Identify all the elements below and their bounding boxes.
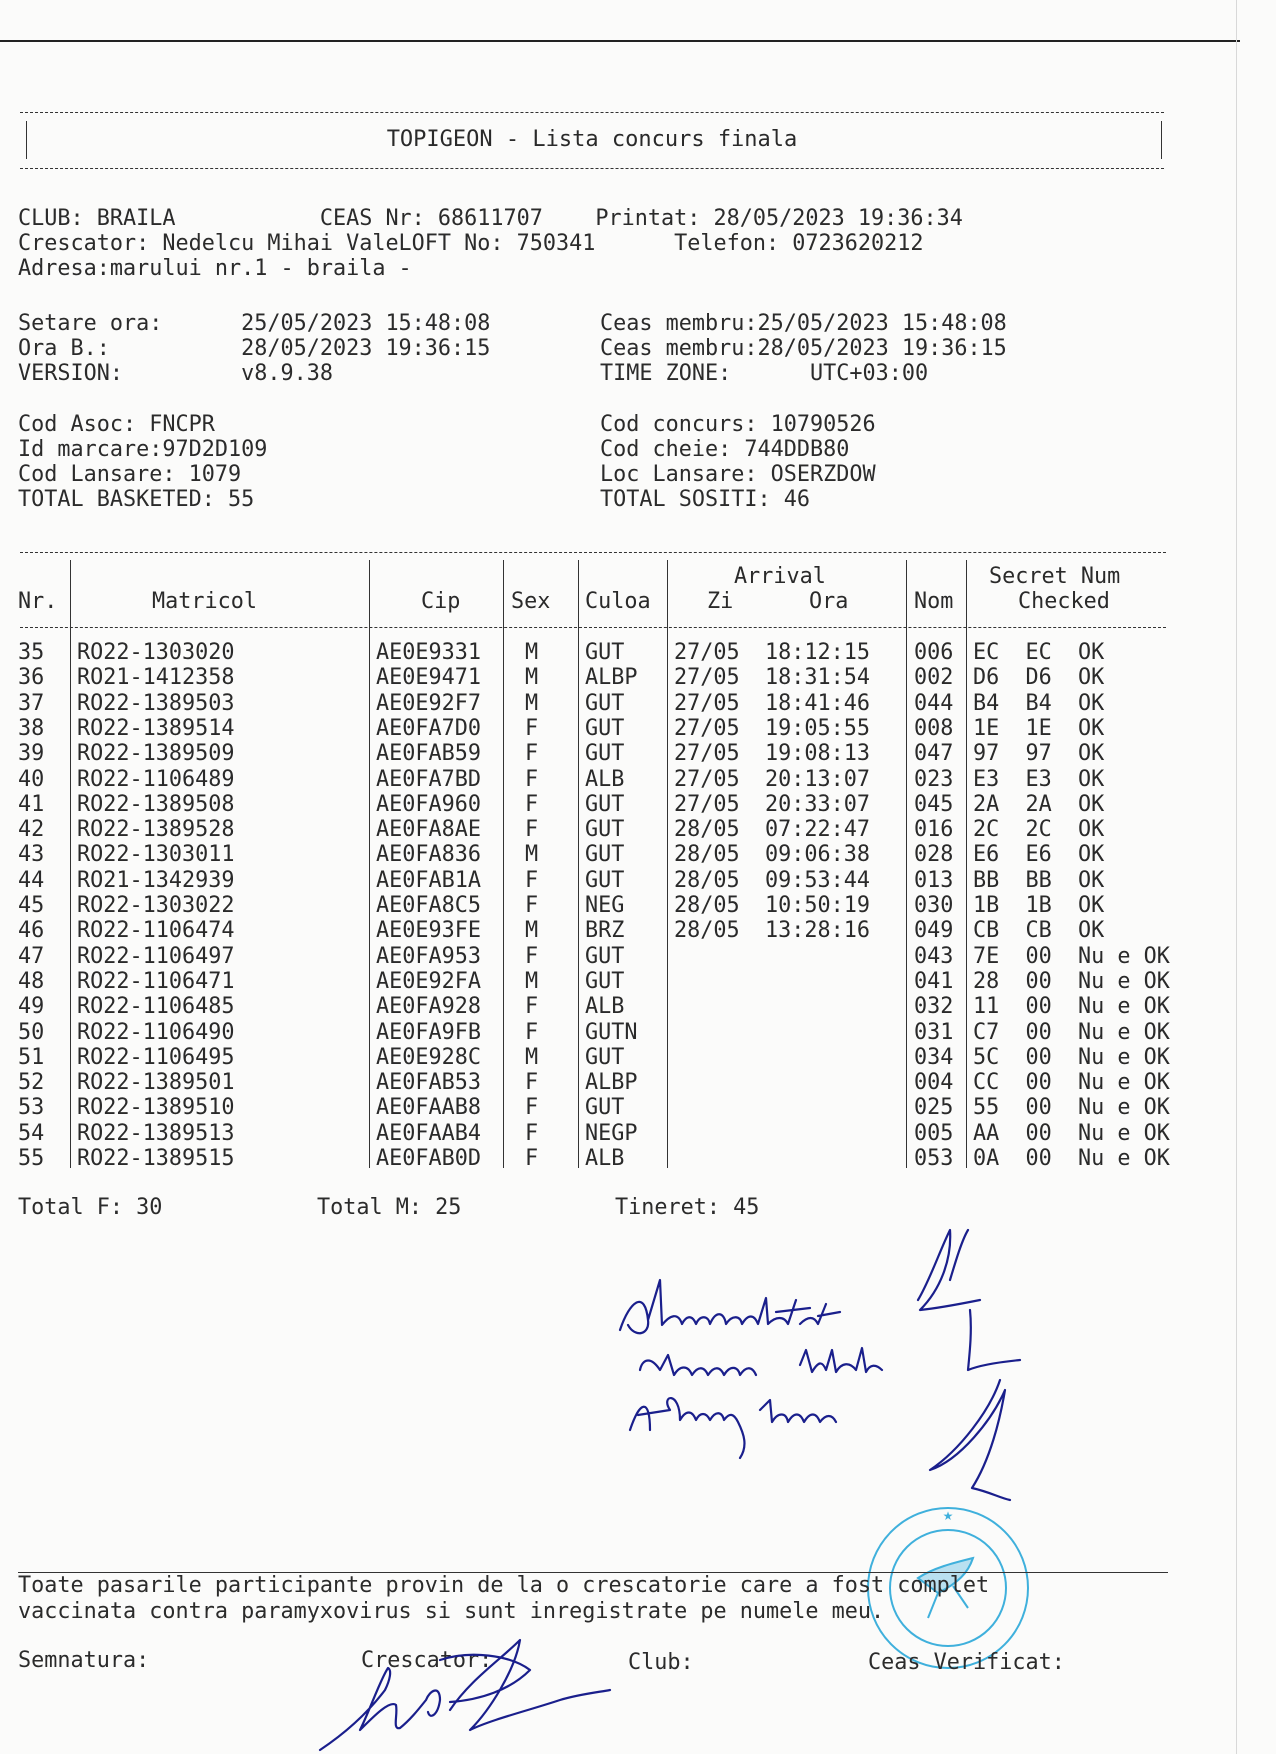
row-zi: 27/05 [674,715,740,741]
row-cip: AE0E9471 [376,665,481,691]
row-matricol: RO22-1389513 [77,1120,235,1146]
version: VERSION: v8.9.38 [18,361,333,386]
row-zi: 27/05 [674,791,740,817]
row-cip: AE0FA7BD [376,766,481,792]
table-row [0,994,1276,1019]
row-nom: 053 [914,1146,954,1171]
row-ora: 18:31:54 [765,665,870,691]
row-secret-checked: CB CB OK [973,918,1105,944]
row-culoa: GUT [585,1044,625,1070]
ora-b: Ora B.: 28/05/2023 19:36:15 [18,336,491,361]
row-nom: 045 [914,791,954,817]
row-sex: F [525,1120,539,1146]
row-sex: F [525,1146,539,1171]
row-cip: AE0FA9FB [376,1019,481,1045]
row-secret-checked: 11 00 Nu e OK [973,994,1170,1020]
th-matricol: Matricol [152,589,257,614]
table-row [0,741,1276,766]
row-secret-checked: B4 B4 OK [973,690,1105,716]
row-culoa: ALBP [585,1070,638,1096]
row-cip: AE0FA960 [376,791,481,817]
row-sex: F [525,994,539,1020]
id-marcare: Id marcare:97D2D109 [18,437,268,462]
total-sositi: TOTAL SOSITI: 46 [600,487,810,512]
row-nr: 41 [18,791,45,817]
table-row [0,716,1276,741]
row-sex: F [525,791,539,817]
handwritten-witness-signatures [600,1220,1080,1520]
table-row [0,640,1276,665]
row-matricol: RO22-1106471 [77,968,235,994]
row-matricol: RO22-1389503 [77,690,235,716]
row-zi: 27/05 [674,665,740,691]
row-matricol: RO22-1106474 [77,918,235,944]
table-row [0,665,1276,690]
row-cip: AE0FAAB4 [376,1120,481,1146]
row-sex: F [525,893,539,918]
row-culoa: ALB [585,994,625,1020]
row-sex: M [525,842,539,868]
row-sex: F [525,867,539,893]
row-ora: 19:08:13 [765,741,870,767]
info-crescator-line: Crescator: Nedelcu Mihai ValeLOFT No: 750341 Telefon: 0723620212 [18,231,924,256]
th-sex: Sex [511,589,551,614]
row-secret-checked: 2A 2A OK [973,791,1105,817]
row-matricol: RO22-1389509 [77,741,235,767]
setare-ora: Setare ora: 25/05/2023 15:48:08 [18,311,491,336]
table-header-rule [20,627,1166,628]
row-sex: F [525,741,539,767]
row-matricol: RO22-1106489 [77,766,235,792]
row-secret-checked: C7 00 Nu e OK [973,1019,1170,1045]
row-culoa: NEGP [585,1120,638,1146]
th-culoa: Culoa [585,589,651,614]
row-sex: F [525,766,539,792]
row-nom: 047 [914,741,954,767]
row-secret-checked: 55 00 Nu e OK [973,1095,1170,1121]
row-secret-checked: 0A 00 Nu e OK [973,1146,1170,1171]
row-nom: 034 [914,1044,954,1070]
row-matricol: RO22-1106490 [77,1019,235,1045]
table-row [0,691,1276,716]
row-culoa: ALBP [585,665,638,691]
row-sex: F [525,715,539,741]
row-nr: 54 [18,1120,45,1146]
table-row [0,1095,1276,1120]
total-m: Total M: 25 [317,1195,462,1220]
svg-text:★: ★ [942,1509,954,1523]
row-nr: 47 [18,943,45,969]
row-nom: 044 [914,690,954,716]
row-secret-checked: BB BB OK [973,867,1105,893]
row-culoa: GUT [585,640,625,665]
row-matricol: RO22-1389514 [77,715,235,741]
row-nom: 031 [914,1019,954,1045]
row-nr: 45 [18,893,45,918]
row-culoa: GUT [585,1095,625,1121]
row-secret-checked: 5C 00 Nu e OK [973,1044,1170,1070]
ceas-membru-2: Ceas membru:28/05/2023 19:36:15 [600,336,1007,361]
row-ora: 20:33:07 [765,791,870,817]
footer-statement-line1: Toate pasarile participante provin de la o crescatorie care a fost complet [18,1573,990,1598]
row-sex: M [525,968,539,994]
row-culoa: GUT [585,867,625,893]
row-culoa: GUT [585,943,625,969]
row-secret-checked: 1E 1E OK [973,715,1105,741]
page-title: TOPIGEON - Lista concurs finala [386,127,798,152]
row-matricol: RO22-1106495 [77,1044,235,1070]
row-secret-checked: D6 D6 OK [973,665,1105,691]
row-culoa: GUT [585,968,625,994]
row-cip: AE0FA8C5 [376,893,481,918]
loc-lansare: Loc Lansare: OSERZDOW [600,462,876,487]
row-nom: 008 [914,715,954,741]
row-matricol: RO22-1389515 [77,1146,235,1171]
th-cip: Cip [421,589,461,614]
row-nom: 028 [914,842,954,868]
time-zone: TIME ZONE: UTC+03:00 [600,361,929,386]
row-zi: 28/05 [674,817,740,843]
row-ora: 07:22:47 [765,817,870,843]
row-zi: 27/05 [674,690,740,716]
row-matricol: RO21-1412358 [77,665,235,691]
info-address-line: Adresa:marului nr.1 - braila - [18,256,412,281]
row-nr: 53 [18,1095,45,1121]
row-culoa: BRZ [585,918,625,944]
row-sex: M [525,640,539,665]
row-nom: 016 [914,817,954,843]
breeder-signature [300,1620,620,1754]
th-nr: Nr. [18,589,58,614]
club-label: Club: [628,1650,694,1675]
row-matricol: RO22-1389508 [77,791,235,817]
row-nr: 40 [18,766,45,792]
row-secret-checked: AA 00 Nu e OK [973,1120,1170,1146]
table-row [0,767,1276,792]
info-club-line: CLUB: BRAILA CEAS Nr: 68611707 Printat: 28/05/2023 19:36:34 [18,206,963,231]
cod-cheie: Cod cheie: 744DDB80 [600,437,850,462]
page-top-rule [0,40,1240,42]
ceas-verificat-label: Ceas Verificat: [868,1650,1065,1675]
row-cip: AE0E93FE [376,918,481,944]
row-sex: F [525,1070,539,1096]
row-nr: 55 [18,1146,45,1171]
row-nr: 49 [18,994,45,1020]
row-nr: 39 [18,741,45,767]
table-row [0,1070,1276,1095]
row-ora: 09:53:44 [765,867,870,893]
row-matricol: RO22-1389501 [77,1070,235,1096]
table-row [0,842,1276,867]
row-sex: F [525,1019,539,1045]
row-zi: 28/05 [674,867,740,893]
th-ora: Ora [809,589,849,614]
row-culoa: GUT [585,741,625,767]
row-nr: 43 [18,842,45,868]
th-checked: Checked [1018,589,1110,614]
row-cip: AE0FA8AE [376,817,481,843]
table-row [0,1146,1276,1171]
row-nr: 38 [18,715,45,741]
row-zi: 27/05 [674,640,740,665]
title-box [20,112,1164,169]
row-nom: 049 [914,918,954,944]
row-cip: AE0E92FA [376,968,481,994]
row-culoa: GUT [585,715,625,741]
row-secret-checked: E3 E3 OK [973,766,1105,792]
row-nom: 002 [914,665,954,691]
row-culoa: GUT [585,690,625,716]
table-row [0,1045,1276,1070]
total-basketed: TOTAL BASKETED: 55 [18,487,255,512]
row-matricol: RO22-1303011 [77,842,235,868]
row-cip: AE0FAB53 [376,1070,481,1096]
row-nom: 025 [914,1095,954,1121]
table-row [0,817,1276,842]
row-nr: 51 [18,1044,45,1070]
table-row [0,893,1276,918]
table-row [0,1121,1276,1146]
row-nom: 006 [914,640,954,665]
row-cip: AE0FA928 [376,994,481,1020]
row-sex: M [525,918,539,944]
row-cip: AE0E92F7 [376,690,481,716]
row-nr: 42 [18,817,45,843]
ceas-membru-1: Ceas membru:25/05/2023 15:48:08 [600,311,1007,336]
table-row [0,868,1276,893]
cod-asoc: Cod Asoc: FNCPR [18,412,215,437]
row-nom: 030 [914,893,954,918]
row-culoa: GUTN [585,1019,638,1045]
row-cip: AE0FAB59 [376,741,481,767]
footer-statement-line2: vaccinata contra paramyxovirus si sunt inregistrate pe numele meu. [18,1599,885,1624]
row-nr: 48 [18,968,45,994]
th-arrival: Arrival [734,564,826,589]
row-matricol: RO22-1389510 [77,1095,235,1121]
row-secret-checked: 28 00 Nu e OK [973,968,1170,994]
row-nom: 032 [914,994,954,1020]
table-row [0,918,1276,943]
row-ora: 20:13:07 [765,766,870,792]
row-ora: 13:28:16 [765,918,870,944]
row-cip: AE0FAAB8 [376,1095,481,1121]
row-culoa: NEG [585,893,625,918]
row-culoa: GUT [585,842,625,868]
row-nr: 50 [18,1019,45,1045]
row-secret-checked: 1B 1B OK [973,893,1105,918]
row-cip: AE0FA7D0 [376,715,481,741]
row-nr: 46 [18,918,45,944]
row-culoa: GUT [585,817,625,843]
row-nr: 35 [18,640,45,665]
cod-lansare: Cod Lansare: 1079 [18,462,242,487]
row-sex: F [525,817,539,843]
row-zi: 27/05 [674,766,740,792]
row-matricol: RO22-1106485 [77,994,235,1020]
semnatura-label: Semnatura: [18,1648,150,1673]
row-ora: 19:05:55 [765,715,870,741]
crescator-label: Crescator: [361,1648,493,1673]
th-nom: Nom [914,589,954,614]
row-sex: F [525,943,539,969]
table-row [0,1020,1276,1045]
row-matricol: RO22-1389528 [77,817,235,843]
table-row [0,792,1276,817]
row-matricol: RO22-1303022 [77,893,235,918]
total-f: Total F: 30 [18,1195,163,1220]
row-nom: 013 [914,867,954,893]
tineret: Tineret: 45 [615,1195,760,1220]
row-zi: 28/05 [674,842,740,868]
table-row [0,944,1276,969]
row-zi: 28/05 [674,893,740,918]
row-nr: 37 [18,690,45,716]
row-secret-checked: 2C 2C OK [973,817,1105,843]
row-zi: 27/05 [674,741,740,767]
row-sex: M [525,1044,539,1070]
row-culoa: ALB [585,1146,625,1171]
row-matricol: RO22-1303020 [77,640,235,665]
row-secret-checked: CC 00 Nu e OK [973,1070,1170,1096]
row-secret-checked: 7E 00 Nu e OK [973,943,1170,969]
th-secret: Secret Num [989,564,1121,589]
row-matricol: RO22-1106497 [77,943,235,969]
row-cip: AE0E9331 [376,640,481,665]
row-sex: F [525,1095,539,1121]
row-cip: AE0FAB1A [376,867,481,893]
row-culoa: GUT [585,791,625,817]
row-secret-checked: E6 E6 OK [973,842,1105,868]
row-nr: 52 [18,1070,45,1096]
row-nr: 44 [18,867,45,893]
row-matricol: RO21-1342939 [77,867,235,893]
row-sex: M [525,690,539,716]
row-ora: 18:12:15 [765,640,870,665]
row-culoa: ALB [585,766,625,792]
cod-concurs: Cod concurs: 10790526 [600,412,876,437]
row-secret-checked: 97 97 OK [973,741,1105,767]
row-nom: 023 [914,766,954,792]
row-ora: 10:50:19 [765,893,870,918]
row-nom: 005 [914,1120,954,1146]
th-zi: Zi [707,589,734,614]
row-nom: 041 [914,968,954,994]
row-zi: 28/05 [674,918,740,944]
row-cip: AE0FAB0D [376,1146,481,1171]
table-top-rule [20,552,1166,553]
row-nr: 36 [18,665,45,691]
row-ora: 18:41:46 [765,690,870,716]
row-nom: 004 [914,1070,954,1096]
row-nom: 043 [914,943,954,969]
table-row [0,969,1276,994]
row-sex: M [525,665,539,691]
row-ora: 09:06:38 [765,842,870,868]
row-secret-checked: EC EC OK [973,640,1105,665]
row-cip: AE0FA953 [376,943,481,969]
row-cip: AE0E928C [376,1044,481,1070]
row-cip: AE0FA836 [376,842,481,868]
